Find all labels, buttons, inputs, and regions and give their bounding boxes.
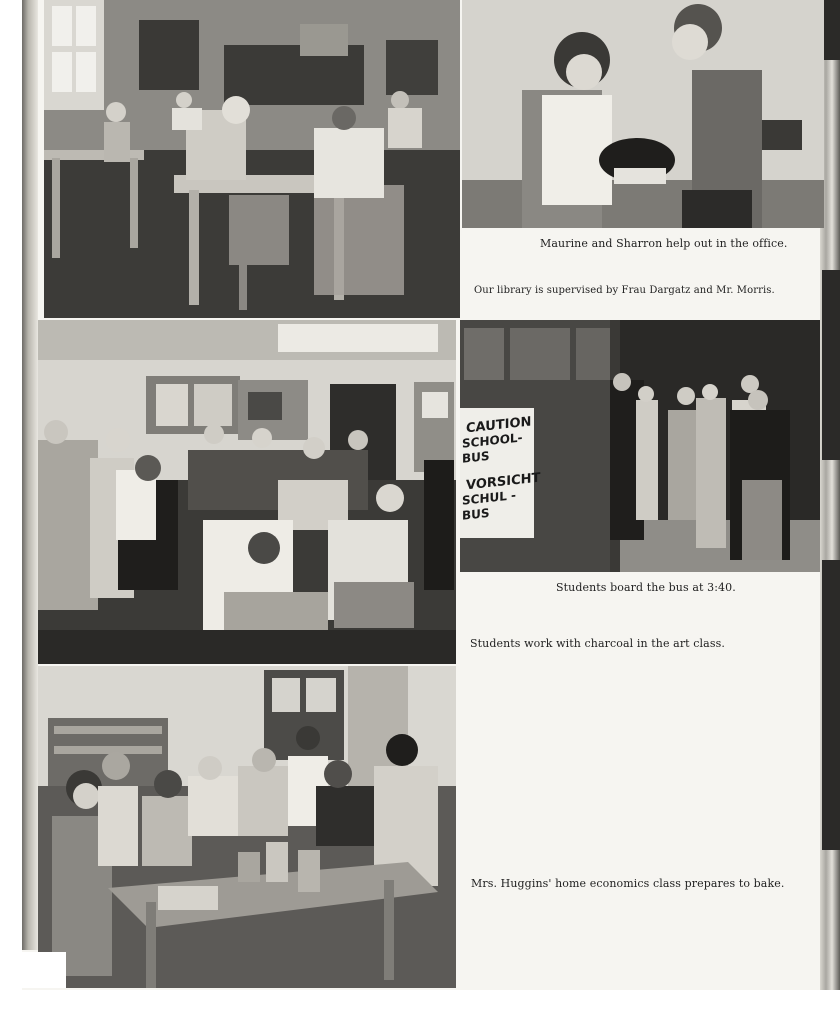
art-class-photo [38, 320, 456, 664]
sign-line-caution: CAUTION [466, 414, 532, 437]
facing-page-edge-dark [822, 0, 840, 60]
page-binding-shadow [22, 0, 38, 950]
library-photo [44, 0, 460, 318]
sign-line-schul-bus: SCHUL - BUS [462, 488, 517, 523]
facing-page-edge-dark [822, 560, 840, 850]
caption-art: Students work with charcoal in the art class. [470, 637, 725, 650]
home-economics-photo [38, 666, 456, 988]
sign-line-school-bus: SCHOOL-BUS [462, 430, 523, 466]
facing-page-edge-dark [822, 270, 840, 460]
bus-caution-sign [462, 406, 541, 542]
office-photo [462, 0, 824, 228]
sign-line-vorsicht: VORSICHT [466, 470, 541, 494]
caption-office: Maurine and Sharron help out in the office. [540, 237, 788, 250]
page-corner [22, 952, 66, 988]
caption-library: Our library is supervised by Frau Dargatz and Mr. Morris. [474, 285, 775, 296]
caption-bus: Students board the bus at 3:40. [556, 581, 736, 594]
caption-home-economics: Mrs. Huggins' home economics class prepares to bake. [471, 877, 785, 890]
